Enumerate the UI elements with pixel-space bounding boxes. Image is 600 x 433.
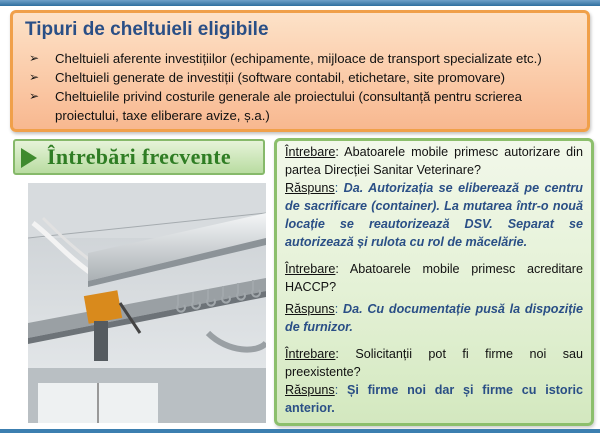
arrow-right-icon (21, 148, 37, 168)
bottom-strip (0, 429, 600, 433)
question-label: Întrebare (285, 145, 336, 159)
arrow-bullet-icon: ➢ (29, 51, 40, 65)
question-label: Întrebare (285, 347, 336, 361)
question-3 (285, 345, 583, 381)
top-strip (0, 0, 600, 6)
list-item-text: Cheltuielile privind costurile generale ale proiectului (consultanță pentru scrierea proiectului, taxe eliberare avize, ș.a.) (55, 89, 522, 123)
list-item (25, 68, 579, 87)
question-text: : Solicitanții pot fi firme noi sau preexistente? (285, 347, 583, 379)
list-item-text: Cheltuieli generate de investiții (software contabil, etichetare, site promovare) (55, 70, 506, 85)
eligible-expenses-title: Tipuri de cheltuieli eligibile (25, 19, 269, 40)
arrow-bullet-icon: ➢ (29, 89, 40, 103)
question-text: : Abatoarele mobile primesc autorizare din partea Direcției Sanitar Veterinare? (285, 145, 583, 177)
mobile-slaughterhouse-rail-photo-icon (28, 183, 266, 423)
list-item (25, 49, 579, 68)
question-label: Întrebare (285, 262, 336, 276)
answer-label: Răspuns (285, 383, 335, 397)
answer-label: Răspuns (285, 302, 335, 316)
arrow-bullet-icon: ➢ (29, 70, 40, 84)
answer-1: Răspuns: Da. Autorizația se eliberează pe centru de sacrificare (container). La mutarea într-o nouă locație se reautorizează DSV. Separat se autorizează și rulota cu rol de măcelărie. (285, 181, 583, 249)
faq-title-bar (13, 139, 265, 175)
faq-answers-panel (274, 138, 594, 426)
question-2 (285, 260, 583, 296)
question-text: : Abatoarele mobile primesc acreditare HACCP? (285, 262, 583, 294)
answer-text: Da. Cu documentație pusă la dispoziție de furnizor. (285, 302, 583, 334)
faq-title: Întrebări frecvente (47, 144, 231, 169)
answer-text: Și firme noi dar și firme cu istoric anterior. (285, 383, 583, 415)
answer-3: Răspuns: Și firme noi dar și firme cu istoric anterior. (285, 383, 583, 415)
answer-text: Da. Autorizația se eliberează pe centru de sacrificare (container). La mutarea într-o nouă locație se reautorizează DSV. Separat se autorizează și rulota cu rol de măcelărie. (285, 181, 583, 249)
eligible-expenses-list (25, 49, 579, 125)
mobile-slaughterhouse-photo (28, 183, 266, 423)
question-1 (285, 143, 583, 179)
list-item (25, 87, 579, 125)
list-item-text: Cheltuieli aferente investițiilor (echipamente, mijloace de transport specializate etc.) (55, 51, 542, 66)
answer-2: Răspuns: Da. Cu documentație pusă la dispoziție de furnizor. (285, 302, 583, 334)
answer-label: Răspuns (285, 181, 335, 195)
eligible-expenses-panel (10, 10, 590, 132)
